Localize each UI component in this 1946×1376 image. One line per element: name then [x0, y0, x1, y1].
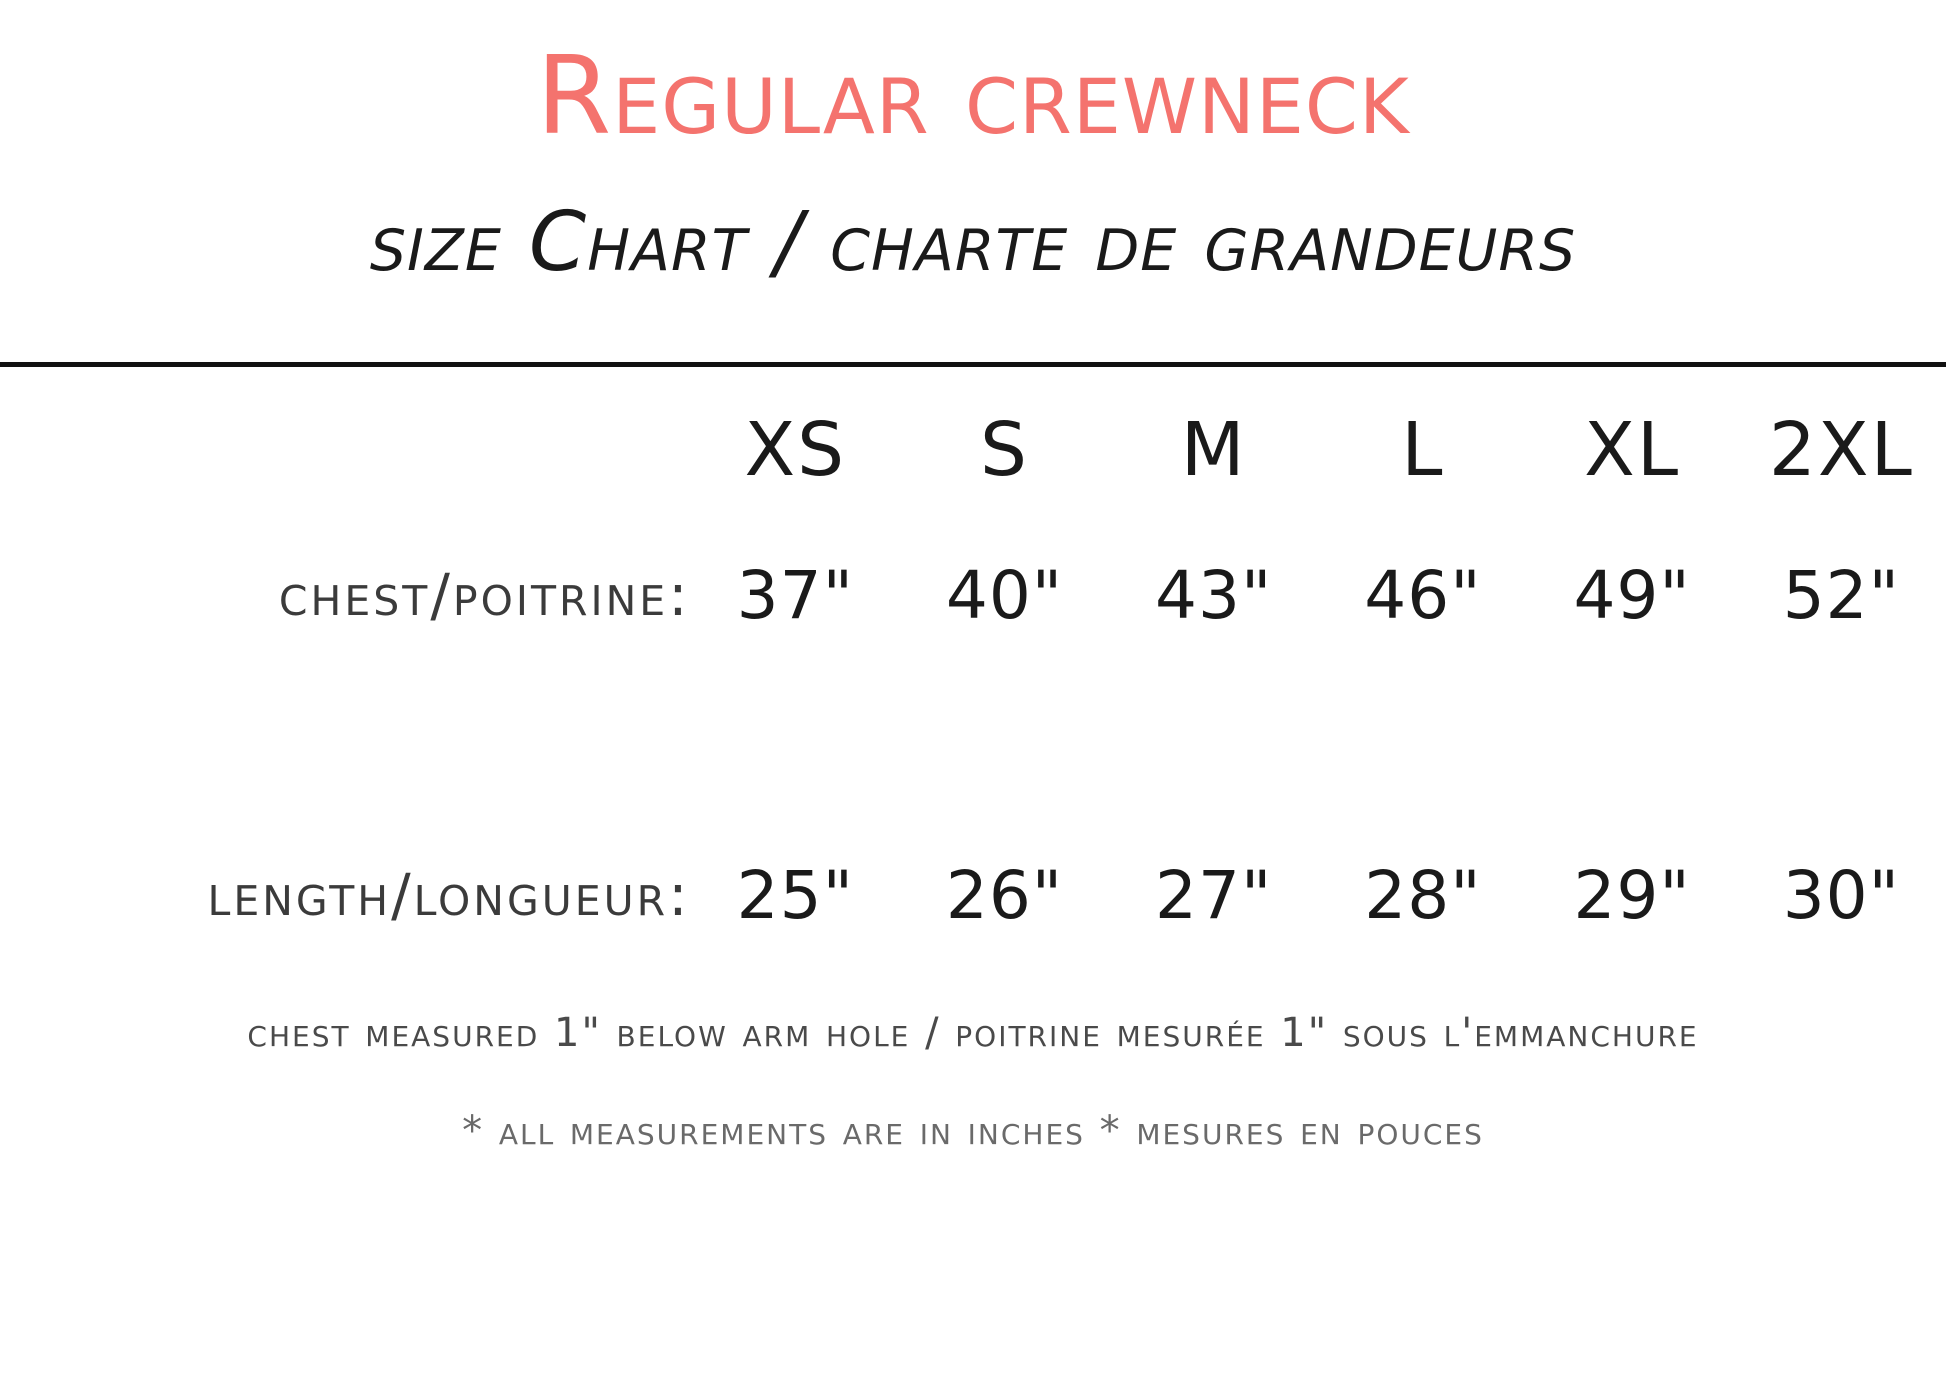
- column-header-2xl: 2XL: [1768, 407, 1914, 493]
- row-label-chest: chest/poitrine:: [278, 561, 691, 629]
- footnotes: [0, 1010, 1946, 1154]
- length-m: 27": [1155, 856, 1273, 934]
- table-row: [0, 510, 1946, 680]
- size-chart-table: [0, 390, 1946, 980]
- footnote-units: * all measurements are in inches * mesures en pouces: [462, 1108, 1484, 1154]
- chest-m: 43": [1155, 556, 1273, 634]
- length-2xl: 30": [1782, 856, 1901, 934]
- length-xl: 29": [1573, 856, 1691, 934]
- column-header-l: L: [1401, 407, 1445, 493]
- chart-subtitle: size Chart / charte de grandeurs: [369, 195, 1577, 290]
- chest-xl: 49": [1573, 556, 1691, 634]
- header-divider: [0, 362, 1946, 367]
- column-header-xl: XL: [1584, 407, 1681, 493]
- length-l: 28": [1364, 856, 1482, 934]
- column-header-m: M: [1180, 407, 1247, 493]
- row-label-length: length/longueur:: [207, 861, 691, 929]
- table-header-row: [0, 390, 1946, 510]
- chest-l: 46": [1364, 556, 1482, 634]
- chest-xs: 37": [736, 556, 854, 634]
- page-title: Regular crewneck: [536, 34, 1410, 159]
- table-row: [0, 680, 1946, 980]
- footnote-measurement-method: chest measured 1" below arm hole / poitrine mesurée 1" sous l'emmanchure: [247, 1010, 1699, 1056]
- chest-s: 40": [945, 556, 1064, 634]
- column-header-s: S: [980, 407, 1029, 493]
- column-header-xs: XS: [744, 407, 847, 493]
- chest-2xl: 52": [1782, 556, 1901, 634]
- length-s: 26": [945, 856, 1064, 934]
- header-corner-blank: [0, 390, 691, 510]
- length-xs: 25": [736, 856, 854, 934]
